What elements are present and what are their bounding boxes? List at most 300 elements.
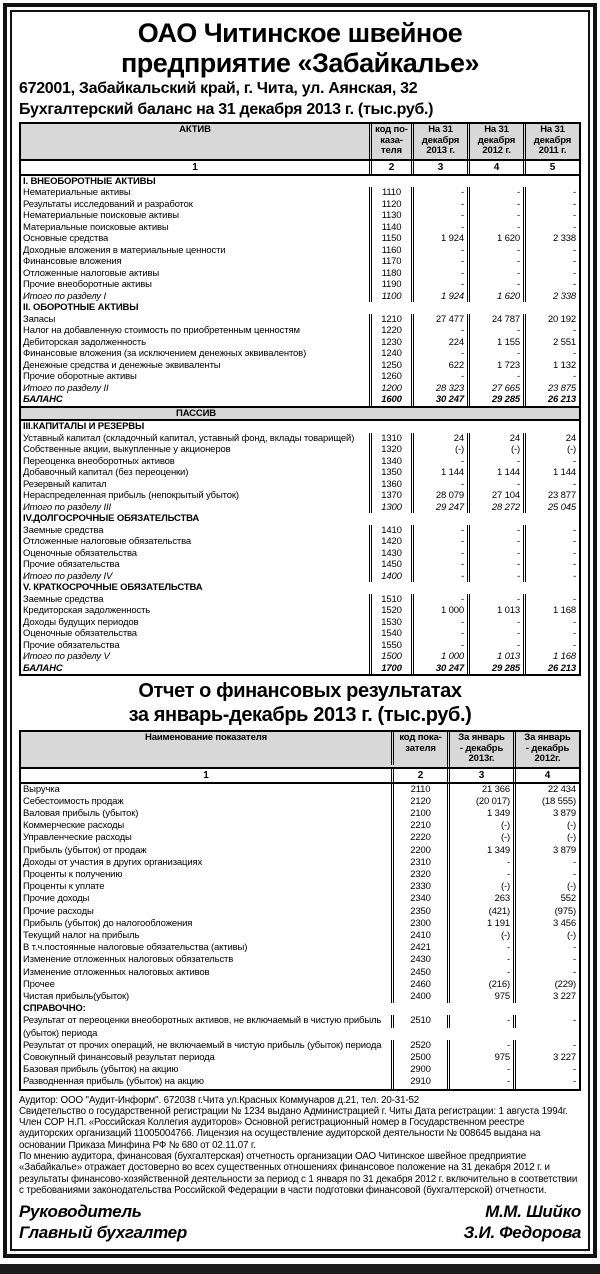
row-label: Дебиторская задолженность [23,336,146,348]
row-code: 1170 [369,256,411,268]
row-label: Управленческие расходы [23,832,132,844]
row-value: 24 [467,433,523,445]
row-label: Итого по разделу II [23,382,109,394]
row-value: - [467,456,523,468]
table-row [21,371,579,383]
row-code: 1510 [369,594,411,606]
row-value: - [523,325,579,337]
row-label: Текущий налог на прибыль [23,929,140,941]
row-code: 1230 [369,337,411,349]
row-label: Налог на добавленную стоимость по приобретенным ценностям [23,325,300,336]
row-label: I. ВНЕОБОРОТНЫЕ АКТИВЫ [23,175,156,187]
row-code: 2460 [391,979,447,991]
row-value: (-) [513,832,579,844]
table-row [21,605,579,617]
table-row [21,1040,579,1052]
row-value: - [513,1064,579,1076]
row-value: 1 132 [523,360,579,372]
row-value: (421) [447,906,513,918]
row-label: Прибыль (убыток) от продаж [23,844,147,856]
row-value: (-) [523,444,579,456]
row-value: 1 013 [467,651,523,663]
row-value: (-) [411,444,467,456]
table-row [21,594,579,606]
row-label: Переоценка внеоборотных активов [23,455,175,467]
row-label: Доходы от участия в других организациях [23,856,203,868]
table-header-row [21,732,579,769]
row-label: Оценочные обязательства [23,628,137,639]
column-number: 4 [467,161,523,174]
row-value: - [467,525,523,537]
row-code: 2210 [391,820,447,832]
row-value: 30 247 [411,663,467,675]
table-row [21,869,579,881]
row-code: 1350 [369,467,411,479]
row-value: 27 104 [467,490,523,502]
row-value: - [411,210,467,222]
row-label: Прочие обязательства [23,639,120,651]
row-code: 2410 [391,930,447,942]
row-value: - [523,571,579,583]
row-value: 1 349 [447,808,513,820]
row-value: 24 787 [467,314,523,326]
row-value: - [513,967,579,979]
table-row [21,394,579,406]
row-value: - [467,279,523,291]
row-value: 1 144 [411,467,467,479]
row-value: - [467,628,523,640]
section-header-row [21,1003,579,1015]
row-code: 1410 [369,525,411,537]
row-code: 1360 [369,479,411,491]
row-value: (216) [447,979,513,991]
row-label: Доходные вложения в материальные ценности [23,244,226,256]
row-value: - [411,479,467,491]
row-value: - [447,1040,513,1052]
income-statement-title-line1: Отчет о финансовых результатах [138,680,462,702]
row-code: 2330 [391,881,447,893]
row-label: Финансовые вложения (за исключением денежных эквивалентов) [23,348,307,359]
row-value: - [447,1015,513,1027]
row-value: - [467,245,523,257]
row-value: 3 227 [513,1052,579,1064]
row-code: 1430 [369,548,411,560]
document-body [10,10,590,1251]
row-value: 23 877 [523,490,579,502]
table-row [21,314,579,326]
row-value: 224 [411,337,467,349]
table-row [21,832,579,844]
table-row [21,360,579,372]
row-label: II. ОБОРОТНЫЕ АКТИВЫ [23,302,139,313]
row-value: (229) [513,979,579,991]
table-row [21,640,579,652]
row-code: 2120 [391,796,447,808]
row-value: - [447,869,513,881]
row-value: 1 620 [467,291,523,303]
row-value: 23 875 [523,383,579,395]
row-value: (-) [447,881,513,893]
row-label: Чистая прибыль(убыток) [23,990,130,1002]
table-row [21,222,579,234]
row-label: Прочие оборотные активы [23,371,137,382]
table-row [21,881,579,893]
column-number: 3 [447,769,513,782]
row-code: 2340 [391,893,447,905]
row-value: - [467,222,523,234]
row-value: (18 555) [513,796,579,808]
row-value: - [447,857,513,869]
row-label: Денежные средства и денежные эквиваленты [23,359,221,371]
row-value: 1 155 [467,337,523,349]
section-header-row [21,176,579,188]
row-value: - [411,456,467,468]
row-value: - [523,525,579,537]
row-code: 2430 [391,954,447,966]
row-label: Доходы будущих периодов [23,616,139,628]
row-value: 30 247 [411,394,467,406]
row-value: - [523,256,579,268]
table-row [21,548,579,560]
column-header-period: На 31 декабря 2012 г. [467,124,523,159]
table-row [21,663,579,675]
row-label: Прибыль (убыток) до налогообложения [23,917,193,929]
column-number: 1 [192,161,198,173]
table-row [21,967,579,979]
row-value: - [411,371,467,383]
row-label: III.КАПИТАЛЫ И РЕЗЕРВЫ [23,421,145,432]
column-header-code: код по- каза- теля [369,124,411,159]
row-value: - [523,456,579,468]
row-value: - [523,210,579,222]
column-header-period: На 31 декабря 2011 г. [523,124,579,159]
section-header-row [21,513,579,525]
table-row [21,325,579,337]
row-value: 1 620 [467,233,523,245]
row-value: - [523,222,579,234]
row-value: 3 456 [513,918,579,930]
column-number: 1 [203,769,209,781]
row-label: Проценты к получению [23,868,123,880]
table-row [21,617,579,629]
row-value: - [523,628,579,640]
table-row [21,784,579,796]
row-value: 27 665 [467,383,523,395]
row-value: 263 [447,893,513,905]
row-code: 2220 [391,832,447,844]
table-row [21,1076,579,1088]
bottom-separator-bar [0,1264,600,1274]
row-value: - [447,942,513,954]
row-value: - [523,617,579,629]
auditor-line: Аудитор: ООО "Аудит-Информ". 672038 г.Чита ул.Красных Коммунаров д.21, тел. 20-31-52 [19,1094,420,1106]
section-header-row [21,421,579,433]
row-value: - [411,199,467,211]
license-line: Член СОР Н.П. «Российская Коллегия аудиторов» Основной регистрационный номер в Государственном реестре аудиторских организаций 11005004766. Лицензия на осуществление аудиторской деятельности № 008645 выдана на основании Приказа Минфина РФ № 680 от 02.11.07 г. [19,1117,541,1151]
row-value: (-) [513,881,579,893]
row-value: - [411,536,467,548]
row-code: 1160 [369,245,411,257]
column-header-name: АКТИВ [179,124,211,135]
row-label: Нераспределенная прибыль (непокрытый убыток) [23,490,239,501]
row-value: - [467,371,523,383]
row-value: - [513,942,579,954]
row-code: 1320 [369,444,411,456]
row-code: 2300 [391,918,447,930]
row-label: Отложенные налоговые активы [23,267,160,279]
row-value: 1 191 [447,918,513,930]
row-code: 1530 [369,617,411,629]
signature-block [19,1201,581,1243]
row-label: Совокупный финансовый результат периода [23,1051,215,1063]
table-row [21,571,579,583]
row-value: - [523,187,579,199]
row-value: (-) [447,930,513,942]
row-label: Резервный капитал [23,478,107,490]
table-row [21,479,579,491]
row-code: 2520 [391,1040,447,1052]
row-code: 2400 [391,991,447,1003]
row-value: 26 213 [523,663,579,675]
company-title-line1: ОАО Читинское швейное [137,18,463,48]
table-row [21,433,579,445]
table-row [21,291,579,303]
column-number: 2 [369,161,411,174]
row-code: 2910 [391,1076,447,1088]
table-row [21,857,579,869]
opinion-line: По мнению аудитора, финансовая (бухгалтерская) отчетность организации ОАО Читинское швейное предприятие «Забайкалье» отражает достоверно во всех существенных отношениях финансовое положение на 31 декабря 2012 г. и результаты финансово-хозяйственной деятельности за период с 1 января по 31 декабря 2012 г. включительно в соответствии с требованиями законодательства Российской Федерации в части подготовки финансовой (бухгалтерской) отчетности. [19,1151,578,1196]
signature-role: Главный бухгалтер [19,1223,187,1243]
row-value: 1 000 [411,651,467,663]
row-code: 2500 [391,1052,447,1064]
table-header-row [21,124,579,161]
row-value: 1 144 [467,467,523,479]
row-code: 2350 [391,906,447,918]
row-value: - [447,967,513,979]
section-header-row [21,302,579,314]
row-value: - [467,640,523,652]
row-value: 1 924 [411,233,467,245]
row-value: - [467,479,523,491]
column-header-period: За январь - декабрь 2012г. [513,732,579,767]
row-label: Прочее [23,978,55,990]
row-value: 2 338 [523,233,579,245]
row-value: 2 551 [523,337,579,349]
row-value: 1 168 [523,651,579,663]
table-row [21,1015,579,1039]
column-number: 2 [391,769,447,782]
row-value: - [513,869,579,881]
row-value: - [523,548,579,560]
row-value: - [411,268,467,280]
company-title [19,18,581,78]
row-code: 2310 [391,857,447,869]
table-row [21,444,579,456]
row-value: 28 079 [411,490,467,502]
table-row [21,467,579,479]
row-code: 1600 [369,394,411,406]
row-code: 2421 [391,942,447,954]
row-value: - [467,268,523,280]
row-label: Прочие внеоборотные активы [23,279,152,290]
row-value: - [447,1064,513,1076]
row-value: - [411,640,467,652]
row-label: Собственные акции, выкупленные у акционеров [23,444,231,455]
row-value: - [523,279,579,291]
row-value: (-) [447,820,513,832]
row-label: В т.ч.постоянные налоговые обязательства (активы) [23,942,248,954]
row-value: 3 879 [513,808,579,820]
row-label: Нематериальные поисковые активы [23,210,179,221]
row-value: - [447,1076,513,1088]
row-code: 2100 [391,808,447,820]
row-value: - [523,559,579,571]
row-label: Кредиторская задолженность [23,605,151,616]
row-value: - [411,559,467,571]
row-value: 25 045 [523,502,579,514]
row-value: 552 [513,893,579,905]
signature-row-accountant [19,1222,581,1243]
row-value: 975 [447,1052,513,1064]
row-code: 1500 [369,651,411,663]
row-value: - [523,536,579,548]
row-label: IV.ДОЛГОСРОЧНЫЕ ОБЯЗАТЕЛЬСТВА [23,513,200,524]
row-value: - [467,617,523,629]
row-value: - [411,525,467,537]
income-statement-title [19,679,581,727]
row-value: - [467,348,523,360]
table-row [21,651,579,663]
row-label: Прочие обязательства [23,559,120,570]
row-label: Итого по разделу I [23,290,107,302]
document-frame [3,3,597,1258]
row-label: V. КРАТКОСРОЧНЫЕ ОБЯЗАТЕЛЬСТВА [23,582,203,593]
row-label: Заемные средства [23,524,104,536]
table-row [21,279,579,291]
section-divider-row [21,406,579,422]
row-value: 1 000 [411,605,467,617]
row-code: 1370 [369,490,411,502]
row-label: Коммерческие расходы [23,820,125,832]
row-code: 2320 [391,869,447,881]
row-label: Изменение отложенных налоговых обязательств [23,954,234,966]
row-label: Основные средства [23,233,109,244]
row-value: - [411,617,467,629]
row-code: 1450 [369,559,411,571]
row-code: 1130 [369,210,411,222]
row-value: (-) [513,820,579,832]
row-value: - [467,548,523,560]
column-number: 3 [411,161,467,174]
table-row [21,536,579,548]
row-value: - [513,1015,579,1027]
row-value: 22 434 [513,784,579,796]
table-row [21,245,579,257]
row-value: - [523,371,579,383]
column-number: 5 [523,161,579,174]
row-value: - [411,628,467,640]
column-header-code: код пока- зателя [391,732,447,765]
row-value: 622 [411,360,467,372]
signature-name: М.М. Шийко [485,1202,581,1222]
row-value: - [523,348,579,360]
row-code: 1190 [369,279,411,291]
row-label: ПАССИВ [176,407,216,419]
table-row [21,991,579,1003]
row-value: 2 338 [523,291,579,303]
row-value: 1 013 [467,605,523,617]
table-row [21,628,579,640]
row-value: 29 285 [467,394,523,406]
row-value: 1 924 [411,291,467,303]
row-label: Себестоимость продаж [23,795,124,807]
row-label: Материальные поисковые активы [23,221,169,233]
signature-role: Руководитель [19,1202,142,1222]
row-value: 975 [447,991,513,1003]
table-row [21,490,579,502]
row-label: Итого по разделу V [23,651,110,662]
row-code: 1400 [369,571,411,583]
table-row [21,187,579,199]
row-value: - [467,559,523,571]
row-code: 1700 [369,663,411,675]
row-value: 1 144 [523,467,579,479]
row-value: 1 349 [447,845,513,857]
row-label: Результаты исследований и разработок [23,198,193,210]
table-row [21,233,579,245]
income-statement-title-line2: за январь-декабрь 2013 г. (тыс.руб.) [128,704,472,726]
row-label: Проценты к уплате [23,881,105,893]
row-value: 3 227 [513,991,579,1003]
row-label: БАЛАНС [23,662,63,674]
row-value: 21 366 [447,784,513,796]
table-row [21,820,579,832]
row-value: (-) [467,444,523,456]
column-header-period: На 31 декабря 2013 г. [411,124,467,159]
row-value: - [411,279,467,291]
row-code: 1220 [369,325,411,337]
table-row [21,456,579,468]
row-label: Валовая прибыль (убыток) [23,807,139,819]
table-row [21,348,579,360]
row-value: - [467,187,523,199]
row-code: 2510 [391,1015,447,1027]
table-row [21,954,579,966]
row-code: 1140 [369,222,411,234]
row-label: Финансовые вложения [23,256,122,267]
row-value: - [411,348,467,360]
row-value: 29 285 [467,663,523,675]
row-code: 1100 [369,291,411,303]
column-numbering-row [21,161,579,176]
row-value: 28 272 [467,502,523,514]
row-value: 24 [523,433,579,445]
row-code: 1420 [369,536,411,548]
row-value: - [467,594,523,606]
row-code: 1260 [369,371,411,383]
column-numbering-row [21,769,579,784]
row-value: - [411,571,467,583]
table-row [21,796,579,808]
company-title-line2: предприятие «Забайкалье» [121,48,479,78]
row-code: 1340 [369,456,411,468]
row-value: - [523,479,579,491]
row-label: Нематериальные активы [23,187,131,198]
row-label: Базовая прибыль (убыток) на акцию [23,1064,179,1076]
row-value: - [513,954,579,966]
balance-sheet-title: Бухгалтерский баланс на 31 декабря 2013 г. (тыс.руб.) [19,101,434,118]
row-code: 1310 [369,433,411,445]
